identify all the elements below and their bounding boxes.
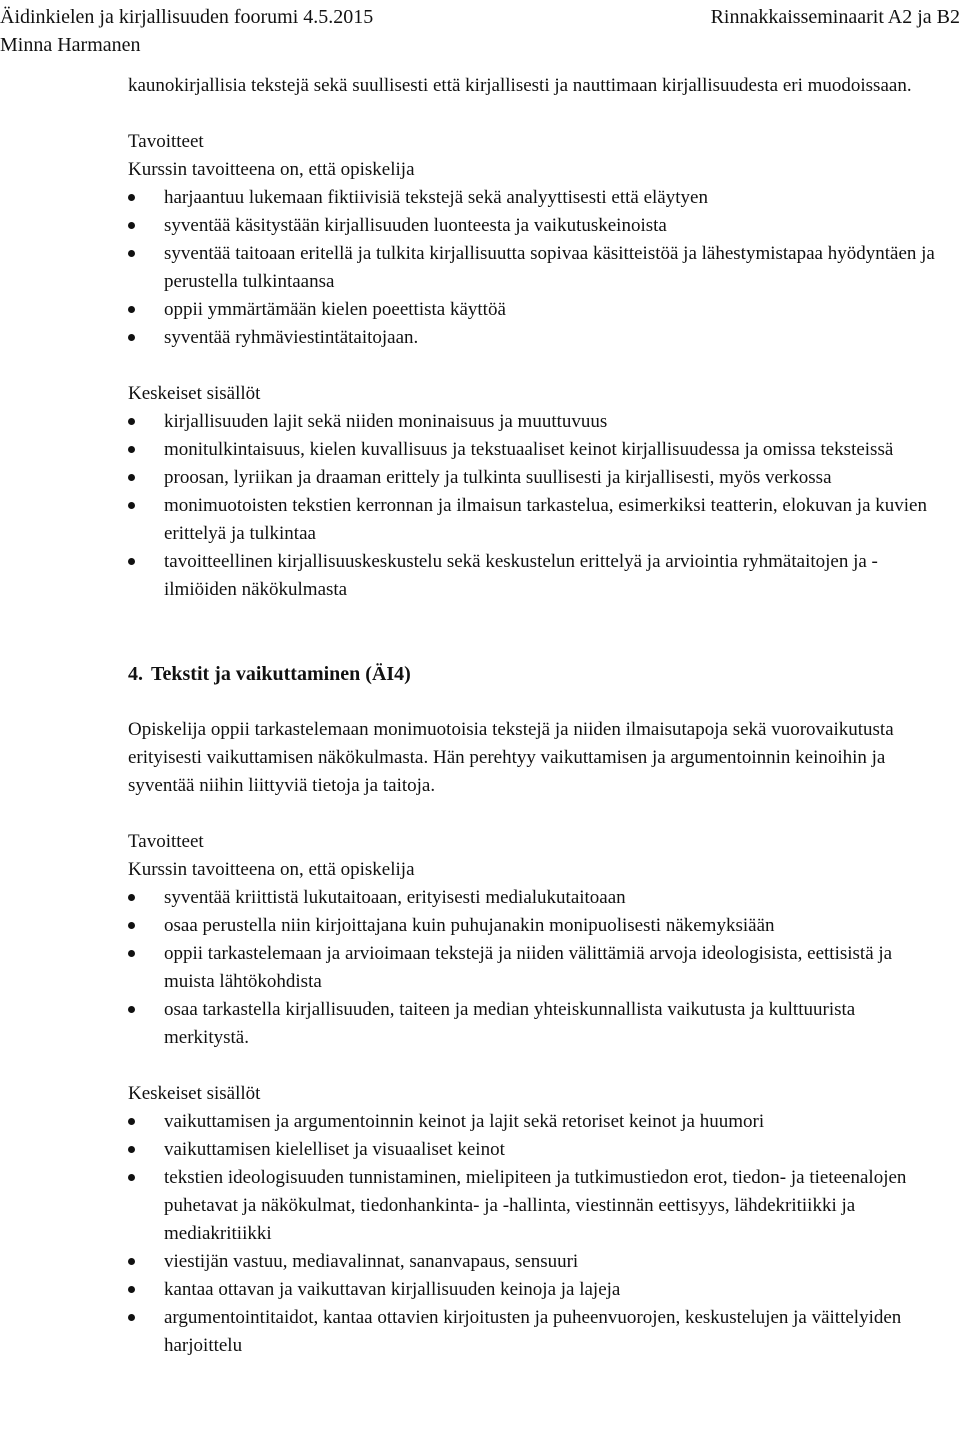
bullet-icon <box>128 894 135 901</box>
bullet-icon <box>128 1314 135 1321</box>
bullet-icon <box>128 502 135 509</box>
list-item <box>128 1276 942 1304</box>
list-item-text: syventää käsitystään kirjallisuuden luonteesta ja vaikutuskeinoista <box>164 215 667 236</box>
course4-title-text: Tekstit ja vaikuttaminen (ÄI4) <box>151 663 411 685</box>
course4-description: Opiskelija oppii tarkastelemaan monimuotoisia tekstejä ja niiden ilmaisutapoja sekä vuorovaikutusta erityisesti vaikuttamisen näkökulmasta. Hän perehtyy vaikuttamisen ja argumentoinnin keinoihin ja syventää niihin liittyviä tietoja ja taitoja. <box>128 719 894 796</box>
bullet-icon <box>128 558 135 565</box>
bullet-icon <box>128 1258 135 1265</box>
list-item <box>128 1248 942 1276</box>
course3-goals-heading: Tavoitteet <box>128 131 204 152</box>
list-item <box>128 464 942 492</box>
bullet-icon <box>128 1006 135 1013</box>
list-item <box>128 1136 942 1164</box>
bullet-icon <box>128 418 135 425</box>
list-item-text: tavoitteellinen kirjallisuuskeskustelu sekä keskustelun erittelyä ja arviointia ryhmätaitojen ja -ilmiöiden näkökulmasta <box>164 551 878 600</box>
list-item-text: argumentointitaidot, kantaa ottavien kirjoitusten ja puheenvuorojen, keskustelujen ja väittelyiden harjoittelu <box>164 1307 902 1356</box>
list-item-text: osaa tarkastella kirjallisuuden, taiteen ja median yhteiskunnallista vaikutusta ja kulttuurista merkitystä. <box>164 999 856 1048</box>
list-item-text: syventää taitoaan eritellä ja tulkita kirjallisuutta sopivaa käsitteistöä ja lähestymistapaa hyödyntäen ja perustella tulkintaansa <box>164 243 935 292</box>
list-item <box>128 324 942 352</box>
course4-goals-intro: Kurssin tavoitteena on, että opiskelija <box>128 859 415 880</box>
list-item <box>128 240 942 296</box>
list-item <box>128 184 942 212</box>
list-item-text: osaa perustella niin kirjoittajana kuin puhujanakin monipuolisesti näkemyksiään <box>164 915 775 936</box>
list-item-text: vaikuttamisen kielelliset ja visuaaliset keinot <box>164 1139 505 1160</box>
list-item <box>128 408 942 436</box>
bullet-icon <box>128 334 135 341</box>
bullet-icon <box>128 1146 135 1153</box>
list-item <box>128 912 942 940</box>
bullet-icon <box>128 1286 135 1293</box>
list-item-text: viestijän vastuu, mediavalinnat, sananvapaus, sensuuri <box>164 1251 579 1272</box>
document-body <box>128 72 942 1360</box>
header-author: Minna Harmanen <box>0 34 141 56</box>
list-item-text: oppii tarkastelemaan ja arvioimaan tekstejä ja niiden välittämiä arvoja ideologisista, eettisistä ja muista lähtökohdista <box>164 943 893 992</box>
bullet-icon <box>128 1174 135 1181</box>
list-item <box>128 1164 942 1248</box>
list-item <box>128 996 942 1052</box>
list-item-text: vaikuttamisen ja argumentoinnin keinot ja lajit sekä retoriset keinot ja huumori <box>164 1111 765 1132</box>
bullet-icon <box>128 1118 135 1125</box>
bullet-icon <box>128 950 135 957</box>
header-event-title: Äidinkielen ja kirjallisuuden foorumi 4.5.2015 <box>0 6 374 28</box>
page-header <box>0 3 960 59</box>
list-item-text: monitulkintaisuus, kielen kuvallisuus ja tekstuaaliset keinot kirjallisuudessa ja omissa teksteissä <box>164 439 894 460</box>
list-item-text: tekstien ideologisuuden tunnistaminen, mielipiteen ja tutkimustiedon erot, tiedon- ja tieteenalojen puhetavat ja näkökulmat, tiedonhankinta- ja -hallinta, viestinnän eettisyys, lähdekritiikki ja mediakritiikki <box>164 1167 907 1244</box>
header-session: Rinnakkaisseminaarit A2 ja B2 <box>710 6 960 28</box>
bullet-icon <box>128 922 135 929</box>
course3-goals-intro: Kurssin tavoitteena on, että opiskelija <box>128 159 415 180</box>
list-item <box>128 884 942 912</box>
list-item-text: syventää kriittistä lukutaitoaan, erityisesti medialukutaitoaan <box>164 887 626 908</box>
list-item-text: syventää ryhmäviestintätaitojaan. <box>164 327 419 348</box>
list-item <box>128 1304 942 1360</box>
bullet-icon <box>128 194 135 201</box>
list-item <box>128 940 942 996</box>
list-item-text: kantaa ottavan ja vaikuttavan kirjallisuuden keinoja ja lajeja <box>164 1279 621 1300</box>
intro-continuation: kaunokirjallisia tekstejä sekä suullisesti että kirjallisesti ja nauttimaan kirjallisuudesta eri muodoissaan. <box>128 75 912 96</box>
list-item-text: proosan, lyriikan ja draaman erittely ja tulkinta suullisesti ja kirjallisesti, myös verkossa <box>164 467 832 488</box>
bullet-icon <box>128 250 135 257</box>
list-item-text: harjaantuu lukemaan fiktiivisiä tekstejä sekä analyyttisesti että eläytyen <box>164 187 708 208</box>
list-item-text: kirjallisuuden lajit sekä niiden moninaisuus ja muuttuvuus <box>164 411 608 432</box>
list-item <box>128 548 942 604</box>
course4-contents-heading: Keskeiset sisällöt <box>128 1083 261 1104</box>
list-item <box>128 212 942 240</box>
list-item <box>128 492 942 548</box>
bullet-icon <box>128 222 135 229</box>
list-item-text: oppii ymmärtämään kielen poeettista käyttöä <box>164 299 506 320</box>
list-item <box>128 296 942 324</box>
list-item <box>128 436 942 464</box>
bullet-icon <box>128 474 135 481</box>
course4-title <box>128 660 942 688</box>
course3-goals-list <box>128 184 942 352</box>
course4-goals-heading: Tavoitteet <box>128 831 204 852</box>
list-item <box>128 1108 942 1136</box>
course4-goals-list <box>128 884 942 1052</box>
course4-number: 4. <box>128 663 143 685</box>
list-item-text: monimuotoisten tekstien kerronnan ja ilmaisun tarkastelua, esimerkiksi teatterin, elokuvan ja kuvien erittelyä ja tulkintaa <box>164 495 927 544</box>
course3-contents-heading: Keskeiset sisällöt <box>128 383 261 404</box>
course4-contents-list <box>128 1108 942 1360</box>
bullet-icon <box>128 446 135 453</box>
bullet-icon <box>128 306 135 313</box>
course3-contents-list <box>128 408 942 604</box>
